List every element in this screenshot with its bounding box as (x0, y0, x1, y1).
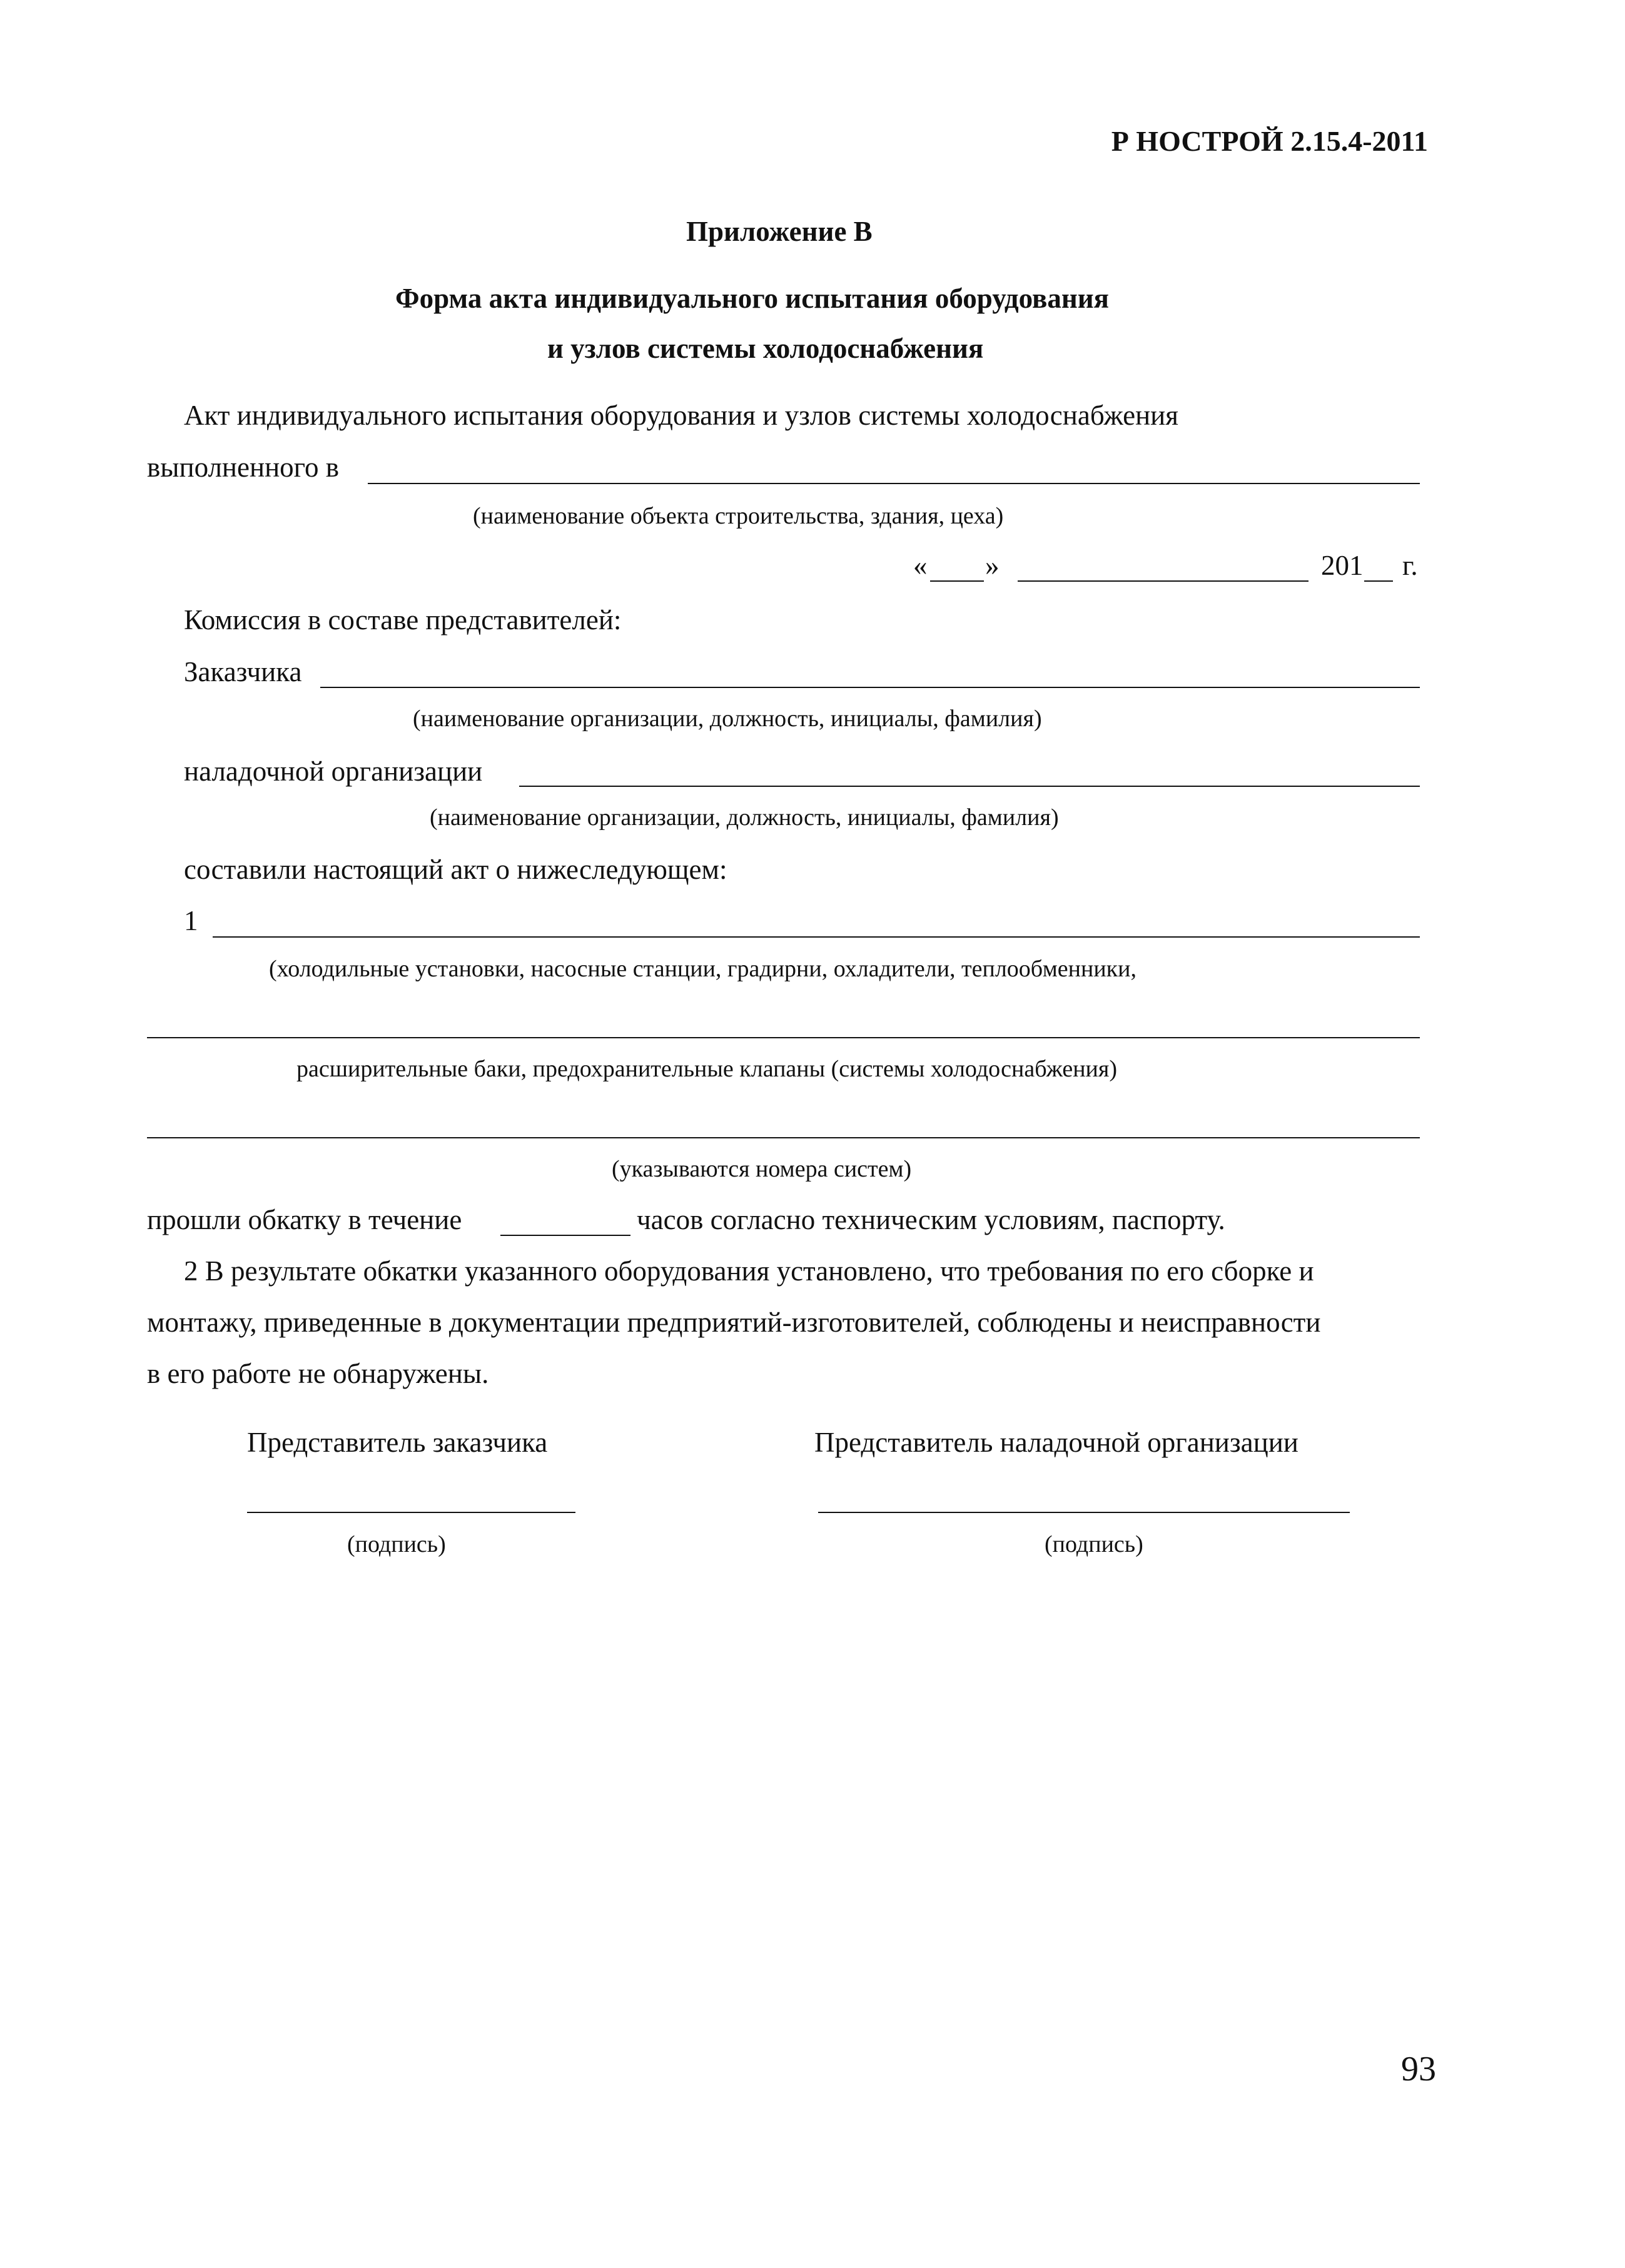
object-name-hint: (наименование объекта строительства, здания, цеха) (473, 503, 1004, 529)
composed-label: составили настоящий акт о нижеследующем: (184, 854, 727, 885)
systems-hint: (указываются номера систем) (612, 1156, 912, 1182)
date-quote-open: « (913, 550, 928, 581)
appendix-title: Приложение В (686, 216, 873, 247)
customer-rep-label: Представитель заказчика (247, 1427, 548, 1458)
date-year-line[interactable] (1364, 580, 1393, 582)
date-year-prefix: 201 (1321, 550, 1364, 581)
date-month-line[interactable] (1018, 580, 1309, 582)
commissioning-signature-hint: (подпись) (1045, 1531, 1143, 1557)
item2-line1: 2 В результате обкатки указанного оборудования установлено, что требования по его сборке и (184, 1255, 1314, 1287)
date-year-suffix: г. (1402, 550, 1418, 581)
commissioning-org-label: наладочной организации (184, 756, 483, 787)
equipment-hint-1: (холодильные установки, насосные станции, градирни, охладители, теплообменники, (269, 956, 1136, 982)
form-title-line1: Форма акта индивидуального испытания оборудования (395, 283, 1110, 314)
commissioning-org-line[interactable] (519, 786, 1420, 787)
item2-line3: в его работе не обнаружены. (147, 1358, 489, 1389)
date-quote-close: » (985, 550, 1000, 581)
commissioning-signature-line[interactable] (818, 1512, 1350, 1513)
document-code: Р НОСТРОЙ 2.15.4-2011 (1111, 125, 1428, 157)
customer-label: Заказчика (184, 656, 302, 687)
item2-line2: монтажу, приведенные в документации предприятий-изготовителей, соблюдены и неисправности (147, 1307, 1321, 1338)
act-intro: Акт индивидуального испытания оборудования и узлов системы холодоснабжения (184, 400, 1178, 431)
commissioning-rep-label: Представитель наладочной организации (814, 1427, 1298, 1458)
performed-in-label: выполненного в (147, 452, 339, 483)
runin-hours-line[interactable] (500, 1235, 630, 1236)
page-number: 93 (1401, 2050, 1436, 2088)
equipment-line-1[interactable] (213, 936, 1420, 938)
equipment-hint-2: расширительные баки, предохранительные клапаны (системы холодоснабжения) (296, 1056, 1118, 1082)
runin-after: часов согласно техническим условиям, паспорту. (637, 1204, 1225, 1235)
customer-signature-hint: (подпись) (347, 1531, 446, 1557)
object-name-line[interactable] (368, 483, 1420, 484)
form-title-line2: и узлов системы холодоснабжения (547, 333, 984, 364)
customer-signature-line[interactable] (247, 1512, 575, 1513)
commissioning-org-hint: (наименование организации, должность, инициалы, фамилия) (430, 804, 1059, 831)
systems-line[interactable] (147, 1137, 1420, 1138)
equipment-line-2[interactable] (147, 1037, 1420, 1038)
customer-hint: (наименование организации, должность, инициалы, фамилия) (413, 706, 1042, 732)
date-day-line[interactable] (930, 580, 984, 582)
runin-before: прошли обкатку в течение (147, 1204, 462, 1235)
commission-label: Комиссия в составе представителей: (184, 604, 622, 635)
item1-number: 1 (184, 905, 198, 936)
customer-line[interactable] (320, 687, 1420, 688)
